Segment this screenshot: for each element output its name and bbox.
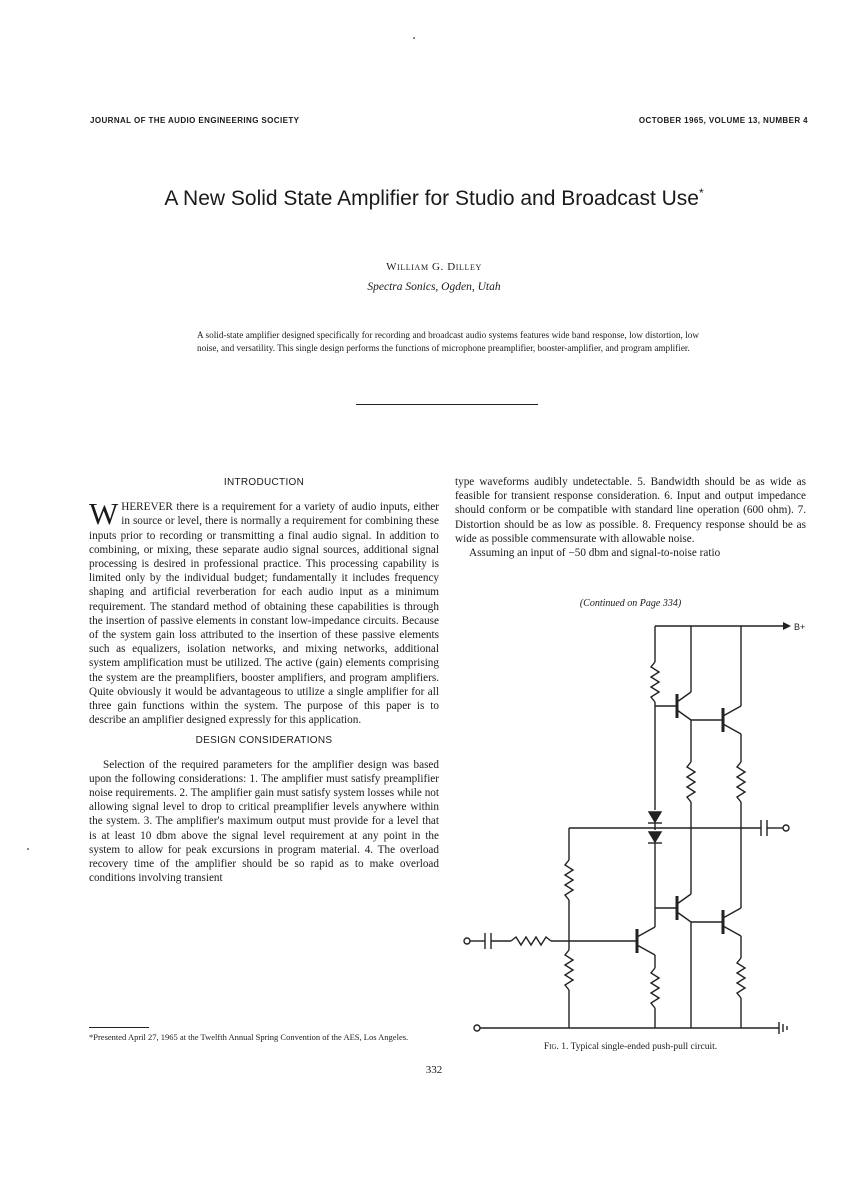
figure-caption: [455, 1042, 806, 1052]
lower-emitter-resistor: [737, 958, 745, 998]
diode-icon: [649, 832, 661, 842]
article-title: [0, 186, 868, 211]
diode-icon: [649, 812, 661, 822]
left-column: [89, 476, 439, 885]
figure-label: Fig. 1.: [543, 1042, 569, 1052]
circuit-diagram: [455, 612, 806, 1040]
bias-resistor: [651, 662, 659, 702]
design-considerations-heading: DESIGN CONSIDERATIONS: [195, 735, 333, 747]
author-name: William G. Dilley: [386, 261, 482, 273]
title-footnote-mark: *: [698, 186, 704, 200]
introduction-text: HEREVER there is a requirement for a variety of audio inputs, either in source or level, there is normally a requirement for combining these inputs prior to recording or transmitting a final audio signal. In addition to combining, or mixing, these separate audio signal sources, additional signal processing is desired in professional practice. This processing capability is limited only by the individual budget; fundamentally it includes frequency shaping and artificial reverberation for each audio input as a minimum requirement. The standard method of obtaining these capabilities is through the insertion of passive elements in constant low-impedance circuits. Because of the system gain loss attributed to the insertion of these passive elements such as equalizers, isolation networks, and mixing networks, additional system amplification must be utilized. The active (gain) elements comprising the system are the preamplifiers, booster amplifiers, and program amplifiers. Quite obviously it would be advantageous to utilize a single amplifier for all three gain functions within the system. The purpose of this paper is to describe an amplifier designed expressly for this application.: [89, 501, 439, 727]
page-number: 332: [425, 1064, 443, 1076]
abstract-divider: [356, 404, 538, 405]
right-column-text: type waveforms audibly undetectable. 5. Bandwidth should be as wide as feasible for transient response consideration. 6. Input and output impedance should conform or be compatible with standard line operation (600 ohm). 7. Distortion should be as low as possible. 8. Frequency response should be as wide as possible commensurate with allowable noise.: [455, 476, 806, 545]
footnote-rule: [89, 1027, 149, 1028]
introduction-paragraph: [89, 496, 439, 727]
right-column: [455, 475, 806, 560]
output-terminal: [783, 825, 789, 831]
introduction-heading: INTRODUCTION: [223, 477, 305, 488]
title-text: A New Solid State Amplifier for Studio and Broadcast Use: [164, 187, 699, 210]
supply-arrow: [783, 622, 791, 630]
right-column-text-continued: Assuming an input of −50 dbm and signal-to-noise ratio: [469, 547, 721, 560]
feedback-resistor: [565, 950, 573, 990]
emitter-resistor: [687, 762, 695, 802]
footnote: *Presented April 27, 1965 at the Twelfth Annual Spring Convention of the AES, Los Angeles.: [89, 1032, 409, 1042]
journal-name: JOURNAL OF THE AUDIO ENGINEERING SOCIETY: [90, 116, 300, 125]
issue-info: OCTOBER 1965, VOLUME 13, NUMBER 4: [638, 116, 808, 125]
author-affiliation: Spectra Sonics, Ogden, Utah: [367, 281, 501, 293]
input-terminal: [464, 938, 470, 944]
continued-note: (Continued on Page 334): [579, 598, 682, 609]
figure-caption-text: Typical single-ended push-pull circuit.: [570, 1042, 718, 1052]
supply-label: B+: [794, 622, 806, 632]
ground-terminal: [474, 1025, 480, 1031]
scan-speck: [413, 37, 415, 39]
scan-speck: [27, 848, 29, 850]
input-resistor: [511, 937, 551, 945]
feedback-resistor: [565, 860, 573, 900]
abstract: A solid-state amplifier designed specifically for recording and broadcast audio systems features wide band response, low distortion, low noise, and versatility. This single design performs the functions of microphone preamplifier, booster-amplifier, and program amplifier.: [197, 330, 699, 353]
emitter-resistor: [737, 762, 745, 802]
design-considerations-text: Selection of the required parameters for the amplifier design was based upon the following considerations: 1. The amplifier must satisfy preamplifier noise requirements. 2. The amplifier gain must satisfy system losses while not allowing signal level to drop to critical preamplifier levels anywhere within the system. 3. The amplifier's maximum output must provide for a level that is at least 10 dbm above the signal level requirement at any point in the system to allow for peak excursions in program material. 4. The overload recovery time of the amplifier should be so rapid as to make overload conditions involving transient: [89, 758, 439, 885]
input-emitter-resistor: [651, 968, 659, 1008]
drop-cap: W: [89, 496, 119, 532]
